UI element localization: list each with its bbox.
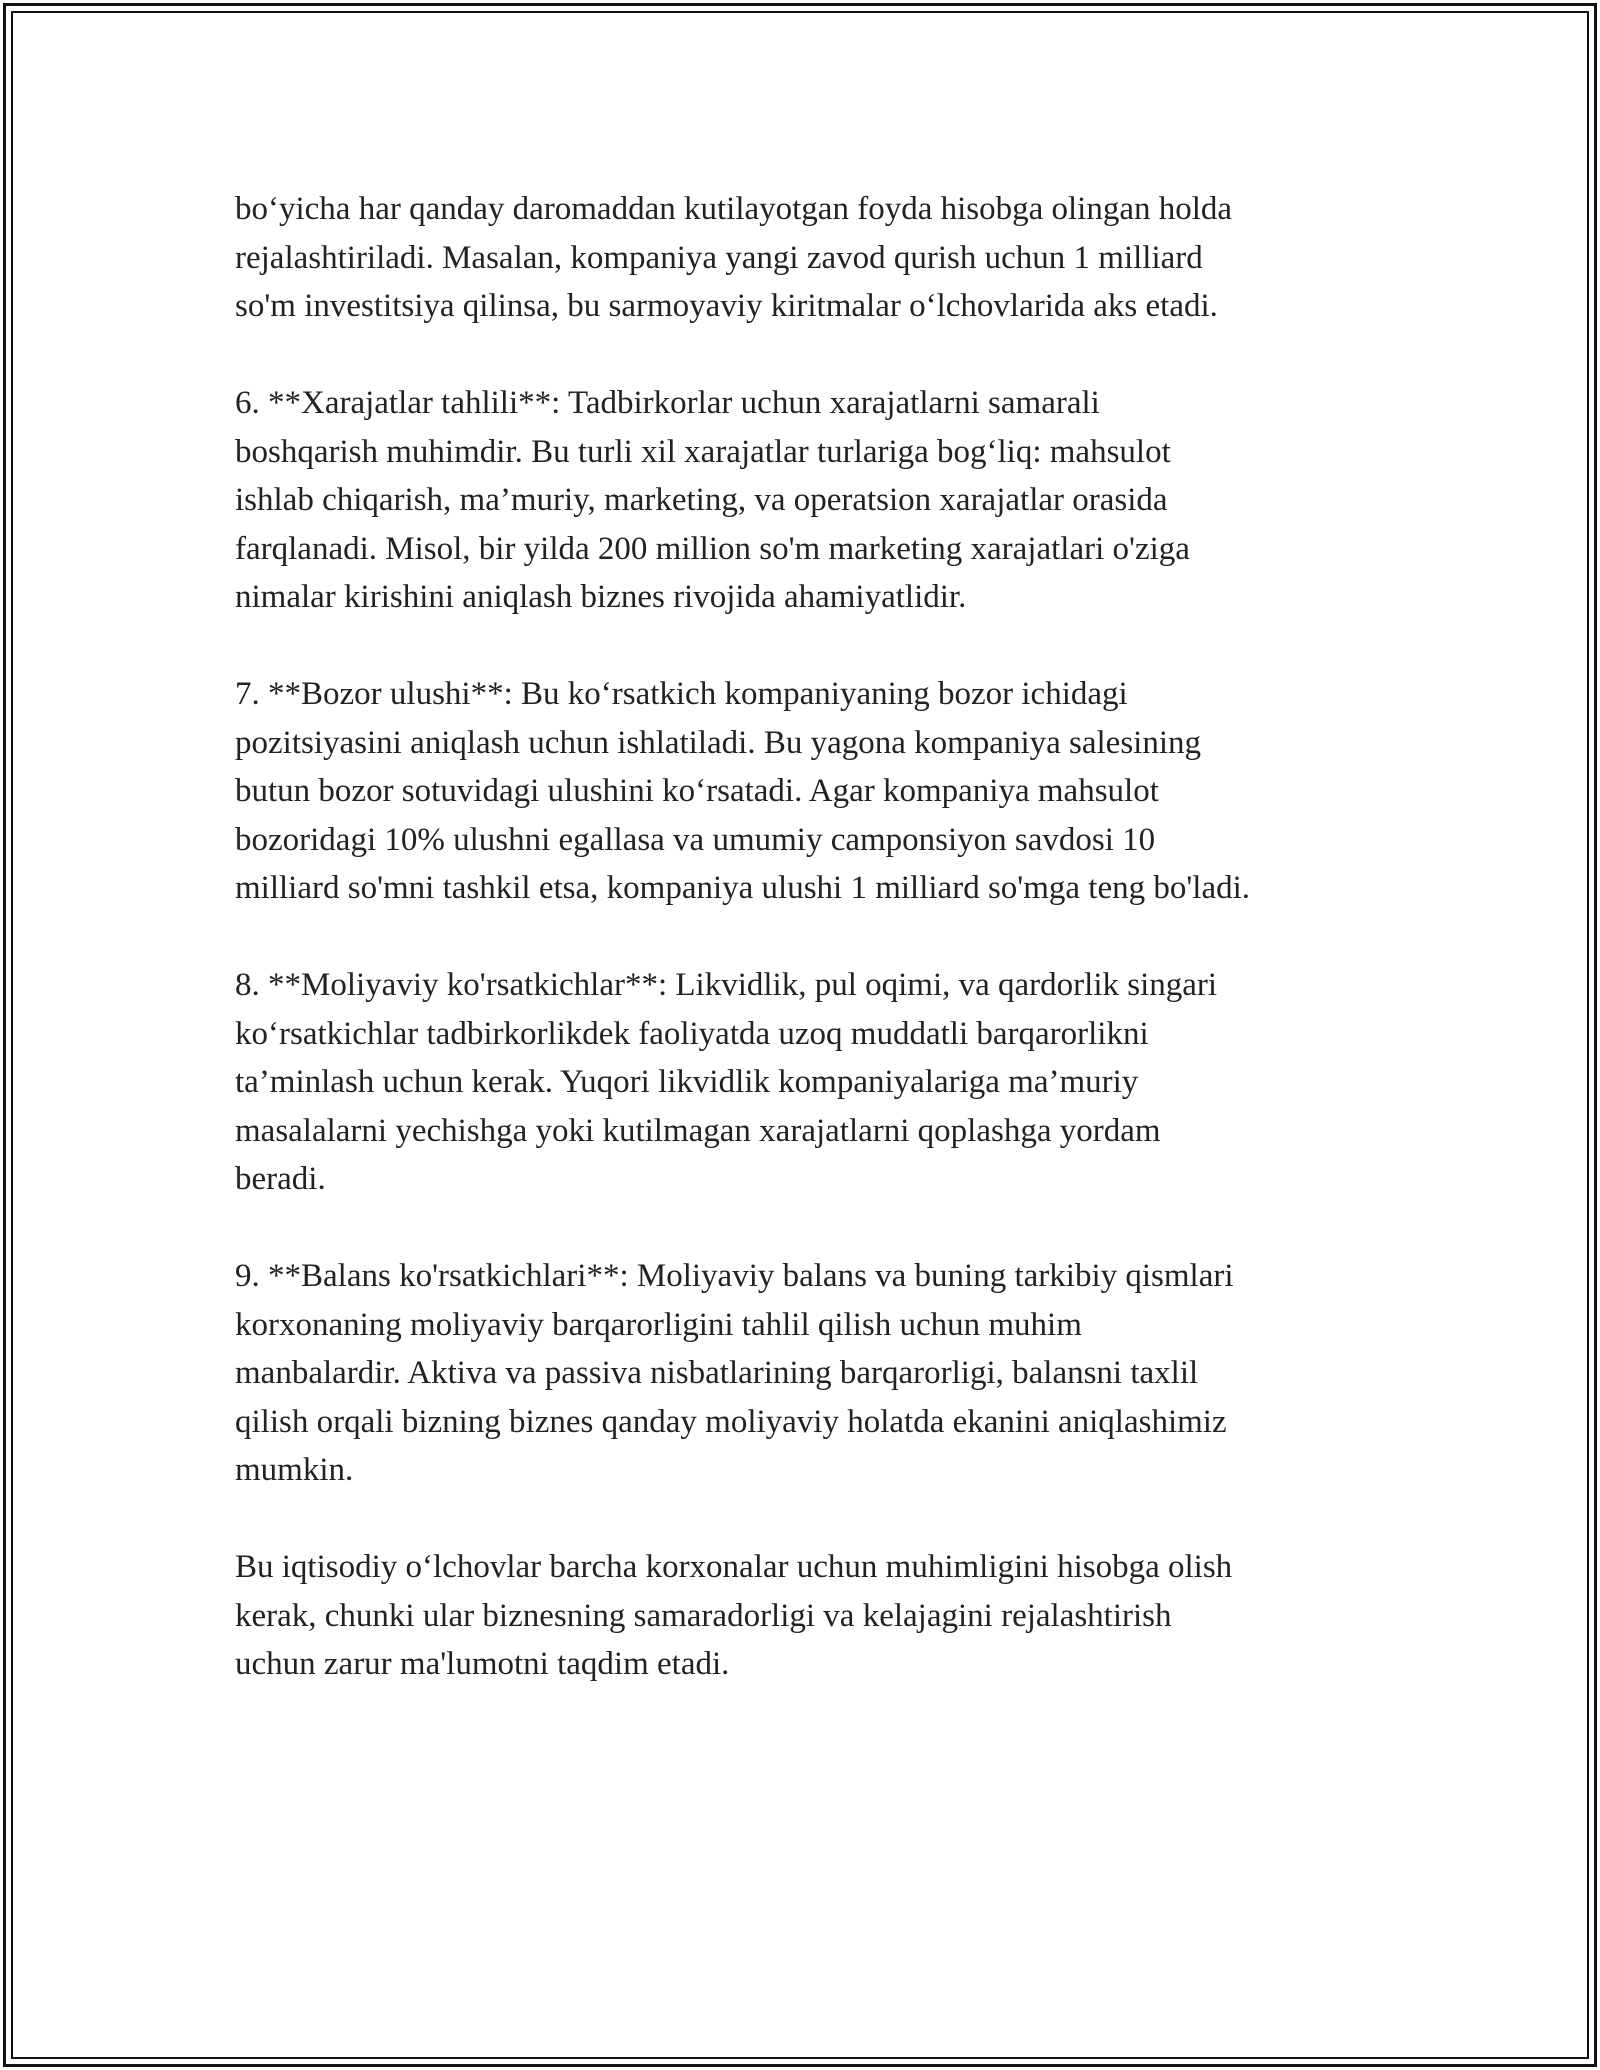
document-body [235, 185, 1395, 1737]
paragraph-conclusion: Bu iqtisodiy o‘lchovlar barcha korxonalar uchun muhimligini hisobga olish kerak, chunki ular biznesning samaradorligi va kelajagini rejalashtirish uchun zarur ma'lumotni taqdim etadi. [235, 1549, 1233, 1682]
paragraph-balans-korsatkichlari: 9. **Balans ko'rsatkichlari**: Moliyaviy balans va buning tarkibiy qismlari korxonaning moliyaviy barqarorligini tahlil qilish uchun muhim manbalardir. Aktiva va passiva nisbatlarining barqarorligi, balansni taxlil qilish orqali bizning biznes qanday moliyaviy holatda ekanini aniqlashimiz mumkin. [235, 1258, 1234, 1488]
paragraph-xarajatlar-tahlili: 6. **Xarajatlar tahlili**: Tadbirkorlar uchun xarajatlarni samarali boshqarish muhimdir. Bu turli xil xarajatlar turlariga bog‘liq: mahsulot ishlab chiqarish, ma’muriy, marketing, va operatsion xarajatlar orasida farqlanadi. Misol, bir yilda 200 million so'm marketing xarajatlari o'ziga nimalar kirishini aniqlash biznes rivojida ahamiyatlidir. [235, 385, 1190, 615]
paragraph-bozor-ulushi: 7. **Bozor ulushi**: Bu ko‘rsatkich kompaniyaning bozor ichidagi pozitsiyasini aniqlash uchun ishlatiladi. Bu yagona kompaniya salesining butun bozor sotuvidagi ulushini ko‘rsatadi. Agar kompaniya mahsulot bozoridagi 10% ulushni egallasa va umumiy camponsiyon savdosi 10 milliard so'mni tashkil etsa, kompaniya ulushi 1 milliard so'mga teng bo'ladi. [235, 676, 1251, 906]
paragraph-intro-continuation: bo‘yicha har qanday daromaddan kutilayotgan foyda hisobga olingan holda rejalashtiriladi. Masalan, kompaniya yangi zavod qurish uchun 1 milliard so'm investitsiya qilinsa, bu sarmoyaviy kiritmalar o‘lchovlarida aks etadi. [235, 191, 1233, 324]
paragraph-moliyaviy-korsatkichlar: 8. **Moliyaviy ko'rsatkichlar**: Likvidlik, pul oqimi, va qardorlik singari ko‘rsatkichlar tadbirkorlikdek faoliyatda uzoq muddatli barqarorlikni ta’minlash uchun kerak. Yuqori likvidlik kompaniyalariga ma’muriy masalalarni yechishga yoki kutilmagan xarajatlarni qoplashga yordam beradi. [235, 967, 1218, 1197]
